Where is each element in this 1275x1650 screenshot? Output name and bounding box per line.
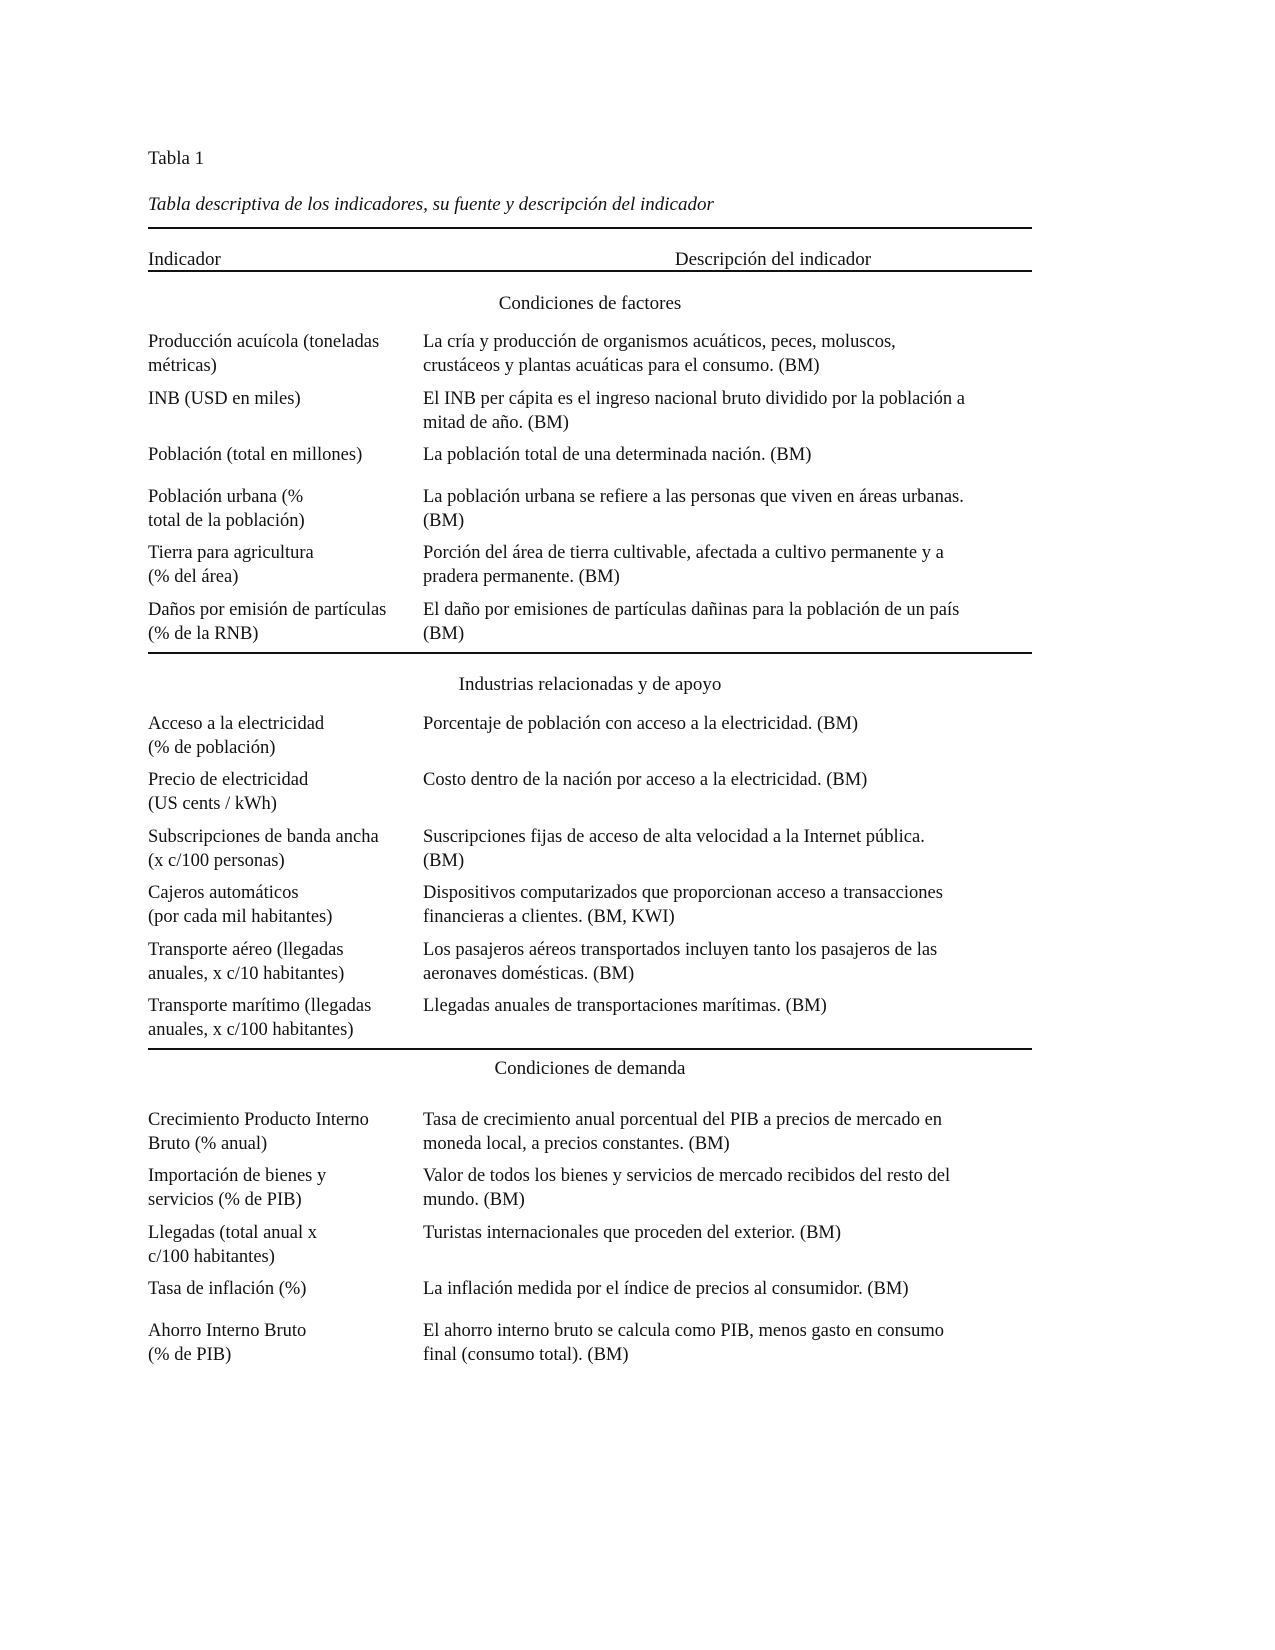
row-indicator: Llegadas (total anual x c/100 habitantes) <box>148 1223 318 1267</box>
section-title: Industrias relacionadas y de apoyo <box>458 674 722 695</box>
row-indicator: Cajeros automáticos (por cada mil habitantes) <box>148 883 333 927</box>
row-indicator: Daños por emisión de partículas (% de la RNB) <box>148 600 387 644</box>
row-indicator: Transporte marítimo (llegadas anuales, x c/100 habitantes) <box>148 996 372 1040</box>
table-top-rule <box>148 227 1032 229</box>
row-indicator: INB (USD en miles) <box>148 389 301 409</box>
row-description: Turistas internacionales que proceden del exterior. (BM) <box>423 1223 842 1243</box>
row-indicator: Crecimiento Producto Interno Bruto (% anual) <box>148 1110 369 1154</box>
row-description: La población total de una determinada nación. (BM) <box>423 445 812 465</box>
row-description: Dispositivos computarizados que proporcionan acceso a transacciones financieras a clientes. (BM, KWI) <box>423 883 943 927</box>
row-description: Los pasajeros aéreos transportados incluyen tanto los pasajeros de las aeronaves domésticas. (BM) <box>423 940 938 984</box>
header-description: Descripción del indicador <box>674 249 872 270</box>
row-indicator: Importación de bienes y servicios (% de PIB) <box>148 1166 327 1210</box>
row-description: Costo dentro de la nación por acceso a la electricidad. (BM) <box>423 770 868 790</box>
section-divider <box>148 652 1032 654</box>
row-indicator: Transporte aéreo (llegadas anuales, x c/10 habitantes) <box>148 940 345 984</box>
header-indicator: Indicador <box>148 249 221 270</box>
row-indicator: Población urbana (% total de la población) <box>148 487 305 531</box>
section-title: Condiciones de demanda <box>494 1058 686 1079</box>
table-caption: Tabla descriptiva de los indicadores, su fuente y descripción del indicador <box>148 194 714 215</box>
row-description: Porción del área de tierra cultivable, afectada a cultivo permanente y a pradera permanente. (BM) <box>423 543 944 587</box>
row-indicator: Acceso a la electricidad (% de población) <box>148 714 325 758</box>
row-description: El daño por emisiones de partículas dañinas para la población de un país (BM) <box>423 600 960 644</box>
row-indicator: Ahorro Interno Bruto (% de PIB) <box>148 1321 307 1365</box>
row-indicator: Tasa de inflación (%) <box>148 1279 307 1299</box>
row-indicator: Producción acuícola (toneladas métricas) <box>148 332 380 376</box>
row-description: La inflación medida por el índice de precios al consumidor. (BM) <box>423 1279 909 1299</box>
row-description: El INB per cápita es el ingreso nacional bruto dividido por la población a mitad de año. (BM) <box>423 389 965 433</box>
row-description: Llegadas anuales de transportaciones marítimas. (BM) <box>423 996 827 1016</box>
row-description: La cría y producción de organismos acuáticos, peces, moluscos, crustáceos y plantas acuáticas para el consumo. (BM) <box>423 332 896 376</box>
row-description: La población urbana se refiere a las personas que viven en áreas urbanas. (BM) <box>423 487 964 531</box>
row-indicator: Precio de electricidad (US cents / kWh) <box>148 770 309 814</box>
section-title: Condiciones de factores <box>498 293 682 314</box>
row-description: Valor de todos los bienes y servicios de mercado recibidos del resto del mundo. (BM) <box>423 1166 951 1210</box>
row-indicator: Subscripciones de banda ancha (x c/100 personas) <box>148 827 379 871</box>
row-description: Tasa de crecimiento anual porcentual del PIB a precios de mercado en moneda local, a precios constantes. (BM) <box>423 1110 943 1154</box>
row-indicator: Tierra para agricultura (% del área) <box>148 543 314 587</box>
row-description: Suscripciones fijas de acceso de alta velocidad a la Internet pública. (BM) <box>423 827 925 871</box>
row-indicator: Población (total en millones) <box>148 445 363 465</box>
section-divider <box>148 1048 1032 1050</box>
row-description: Porcentaje de población con acceso a la electricidad. (BM) <box>423 714 859 734</box>
row-description: El ahorro interno bruto se calcula como PIB, menos gasto en consumo final (consumo total). (BM) <box>423 1321 944 1365</box>
table-label: Tabla 1 <box>148 148 205 169</box>
header-bottom-rule <box>148 270 1032 272</box>
